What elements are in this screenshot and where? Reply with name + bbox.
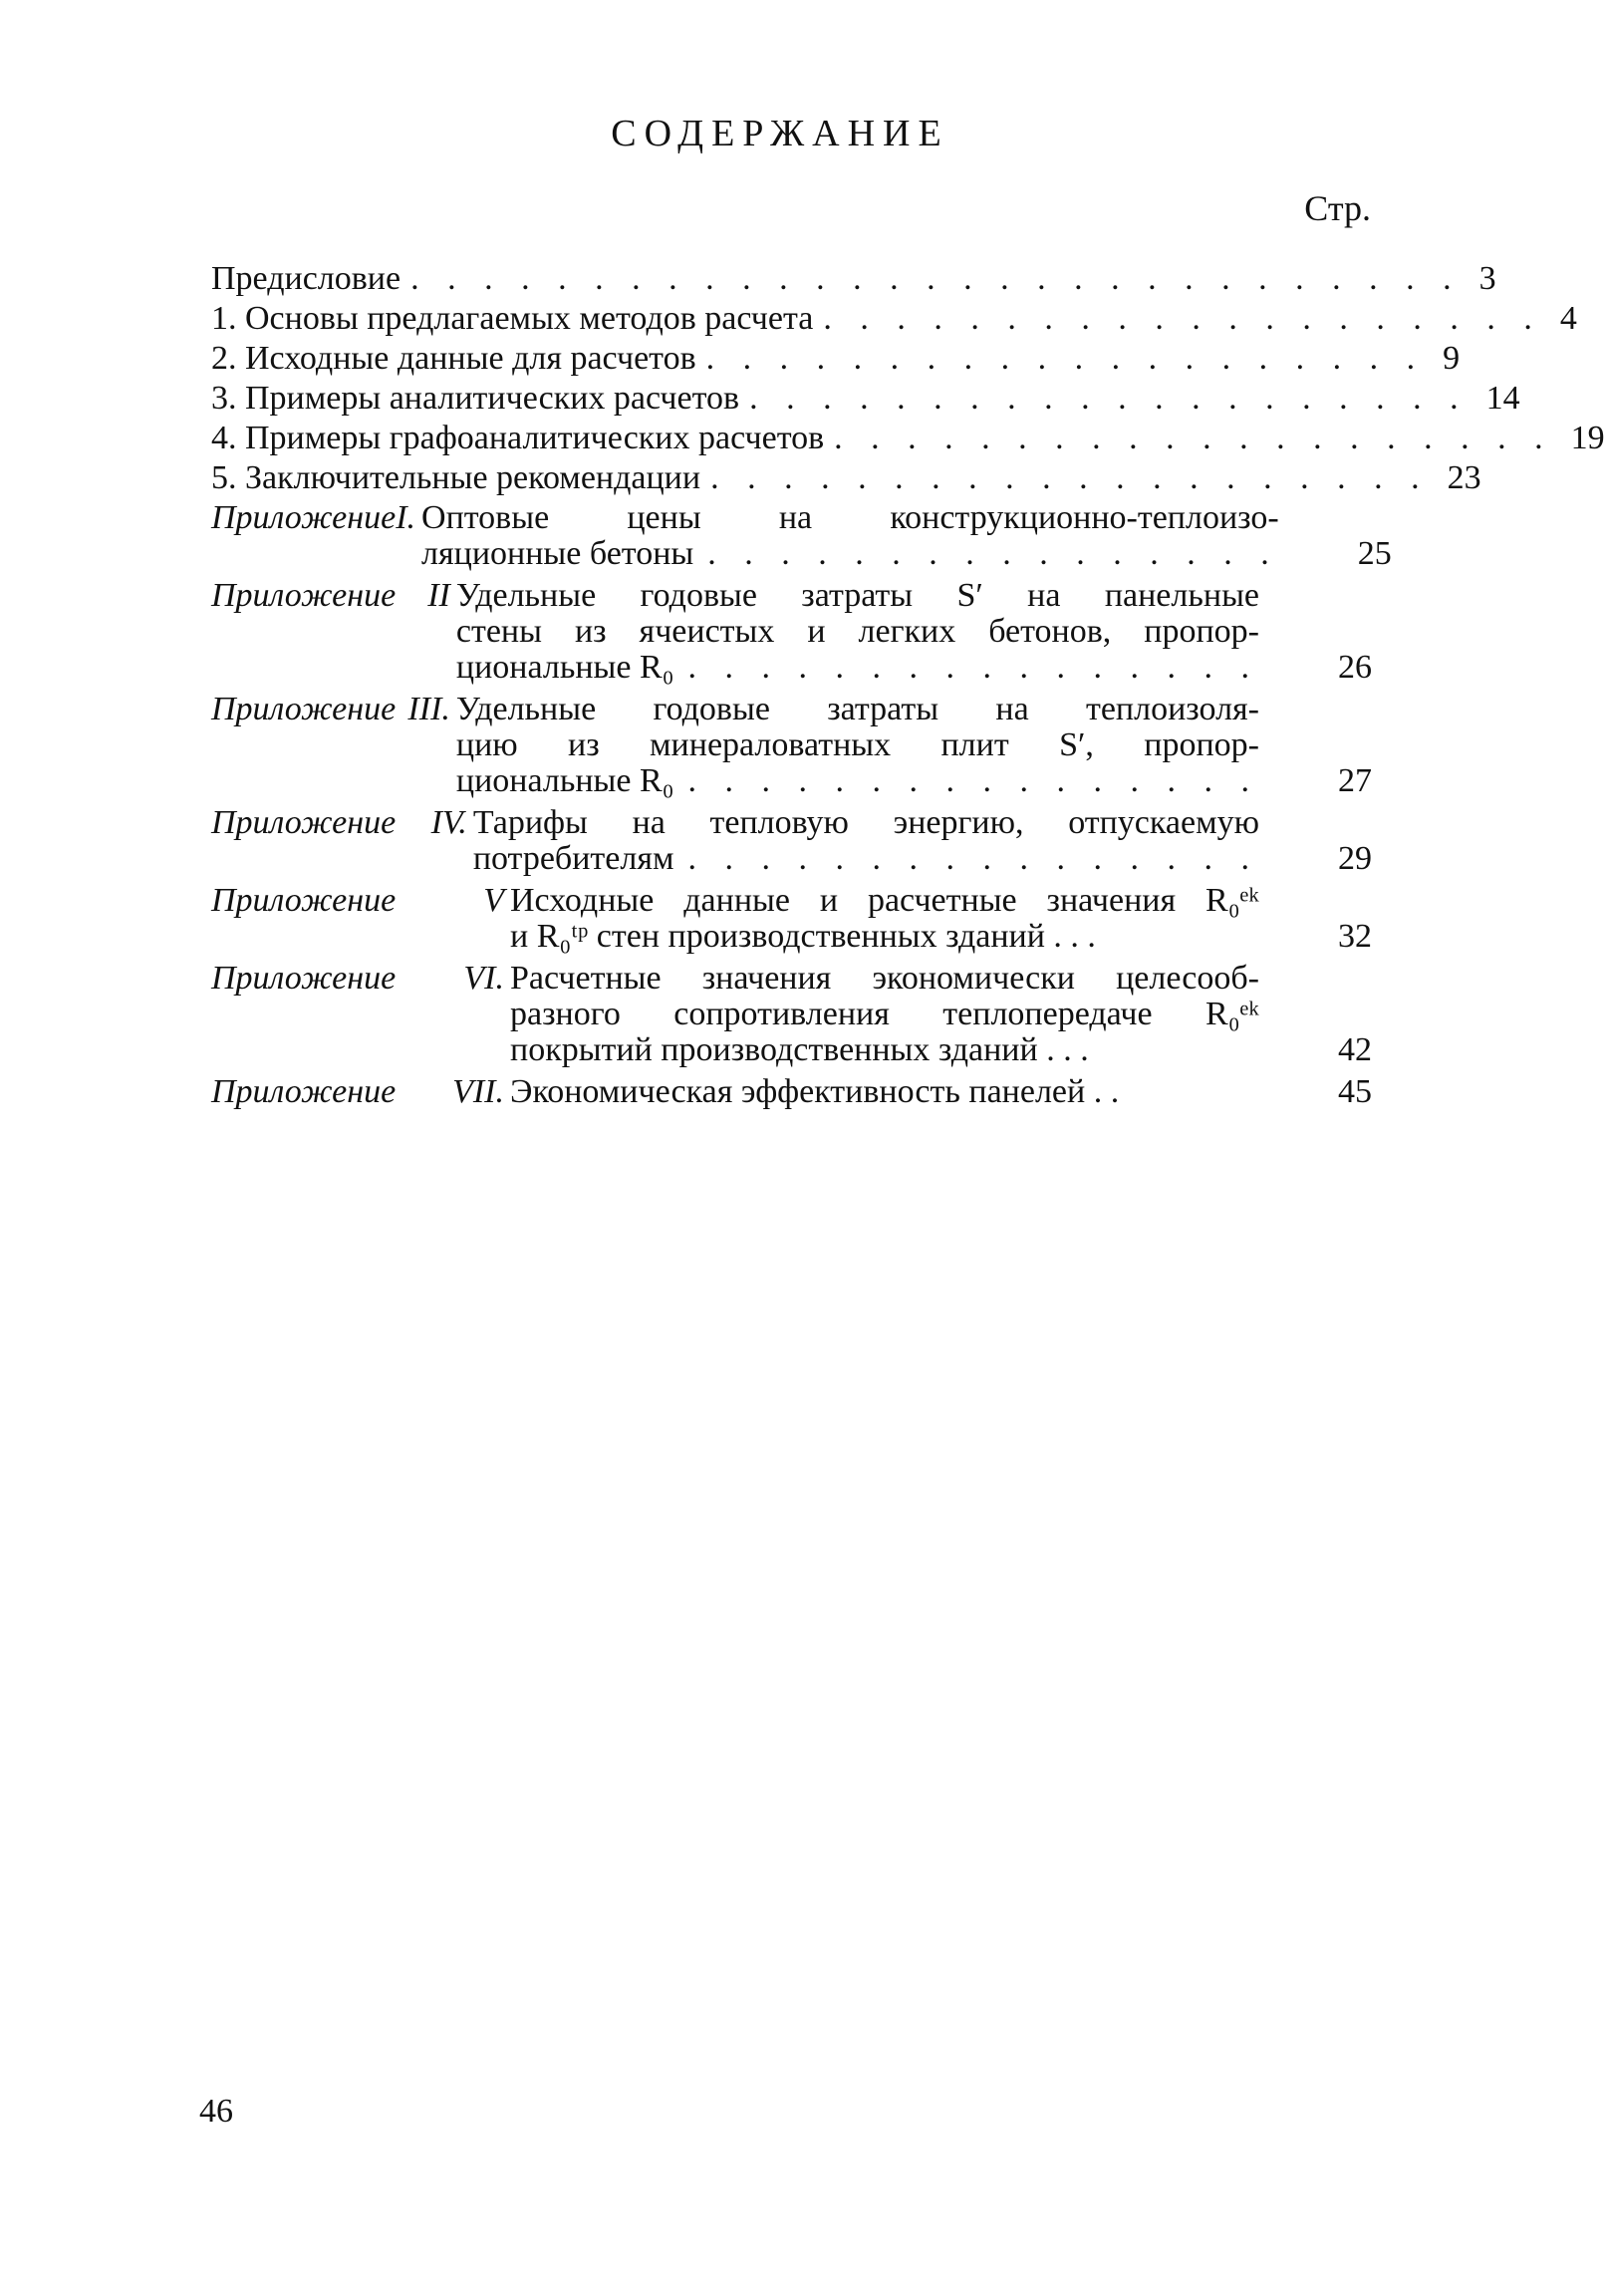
toc-entry-label: 1. Основы предлагаемых методов расчета	[211, 300, 814, 337]
toc-entry-appendix-2[interactable]: Приложение II Удельные годовые затраты S′ на панельные стены из ячеистых и легких бетонов, пропор- циональные R₀ . . . . . . . . . . . . . . . . 26	[211, 577, 1372, 686]
appendix-title-line: цию из минераловатных плит S′, пропор-	[455, 726, 1259, 763]
appendix-heading: Приложение IV.	[211, 804, 467, 841]
appendix-title-line: стены из ячеистых и легких бетонов, пропор-	[455, 613, 1259, 650]
toc-entry-page: 26	[1338, 649, 1372, 686]
toc-entry-label: 5. Заключительные рекомендации	[211, 459, 701, 496]
toc-entry-page: 19	[1570, 420, 1605, 456]
toc-entry-label: Предисловие	[211, 260, 401, 297]
toc-entry-page: 25	[1357, 535, 1392, 572]
appendix-title-last-line: и R₀ᵗᵖ стен производственных зданий . . .	[510, 918, 1096, 955]
toc-entry-chapter-5[interactable]: 5. Заключительные рекомендации . . . . . . . . . . . . . . . . . . . . 23	[211, 459, 1481, 496]
appendix-title-last-line: циональные R₀	[455, 762, 674, 799]
toc-entry-appendix-6[interactable]	[211, 961, 1372, 1068]
toc-entry-label: 4. Примеры графоаналитических расчетов	[211, 420, 825, 456]
appendix-title-line: Исходные данные и расчетные значения R₀ᵉᵏ	[510, 882, 1259, 919]
table-of-contents	[211, 260, 1605, 1116]
page-column-label: Стр.	[1304, 188, 1371, 228]
toc-entry-chapter-4[interactable]: 4. Примеры графоаналитических расчетов . . . . . . . . . . . . . . . . . . . . 19	[211, 420, 1605, 456]
appendix-heading: Приложение V	[211, 882, 504, 919]
appendix-title-last-line: Экономическая эффективность панелей . .	[510, 1073, 1120, 1110]
toc-entry-chapter-2[interactable]: 2. Исходные данные для расчетов . . . . . . . . . . . . . . . . . . . . 9	[211, 340, 1461, 377]
toc-entry-page: 3	[1478, 260, 1496, 297]
appendix-heading: Приложение I.	[211, 499, 416, 536]
appendix-title-line: Тарифы на тепловую энергию, отпускаемую	[472, 804, 1259, 841]
appendix-heading: Приложение VII.	[211, 1073, 504, 1110]
toc-entry-appendix-7[interactable]	[211, 1074, 1372, 1110]
appendix-title-line: Удельные годовые затраты S′ на панельные	[455, 577, 1259, 614]
appendix-title-last-line: покрытий производственных зданий . . .	[510, 1031, 1089, 1068]
toc-entry-page: 4	[1559, 300, 1577, 337]
toc-entry-appendix-1[interactable]: Приложение I. Оптовые цены на конструкционно-теплоизо- ляционные бетоны . . . . . . . . . . . . . . . . 25	[211, 499, 1392, 572]
toc-entry-appendix-5[interactable]	[211, 883, 1372, 955]
toc-entry-preface[interactable]: Предисловие . . . . . . . . . . . . . . . . . . . . . . . . . . . . . 3	[211, 260, 1496, 297]
toc-entry-chapter-3[interactable]: 3. Примеры аналитических расчетов . . . . . . . . . . . . . . . . . . . . 14	[211, 380, 1520, 417]
appendix-title-last-line: циональные R₀	[455, 649, 674, 686]
appendix-title-last-line: потребителям	[472, 840, 674, 877]
page-title: СОДЕРЖАНИЕ	[611, 113, 949, 154]
toc-entry-page: 14	[1485, 380, 1520, 417]
toc-entry-page: 23	[1447, 459, 1481, 496]
toc-entry-page: 27	[1338, 762, 1372, 799]
appendix-heading: Приложение III.	[211, 691, 450, 727]
toc-entry-page: 29	[1338, 840, 1372, 877]
appendix-title-line: Расчетные значения экономически целесооб-	[510, 960, 1259, 997]
toc-entry-page: 9	[1443, 340, 1461, 377]
toc-entry-label: 2. Исходные данные для расчетов	[211, 340, 696, 377]
appendix-title-last-line: ляционные бетоны	[421, 535, 694, 572]
toc-entry-chapter-1[interactable]: 1. Основы предлагаемых методов расчета . . . . . . . . . . . . . . . . . . . . 4	[211, 300, 1577, 337]
toc-entry-page: 42	[1338, 1031, 1372, 1068]
appendix-heading: Приложение VI.	[211, 960, 504, 997]
toc-entry-page: 32	[1338, 918, 1372, 955]
toc-entry-appendix-4[interactable]: Приложение IV. Тарифы на тепловую энергию, отпускаемую потребителям . . . . . . . . . . . . . . . . 29	[211, 804, 1372, 877]
toc-entry-label: 3. Примеры аналитических расчетов	[211, 380, 740, 417]
page-number: 46	[199, 2093, 233, 2130]
toc-entry-appendix-3[interactable]: Приложение III. Удельные годовые затраты на теплоизоля- цию из минераловатных плит S′, пропор- циональные R₀ . . . . . . . . . . . . . . . . 27	[211, 691, 1372, 799]
appendix-title-line: разного сопротивления теплопередаче R₀ᵉᵏ	[510, 996, 1259, 1032]
toc-entry-page: 45	[1338, 1073, 1372, 1110]
appendix-title-line: Удельные годовые затраты на теплоизоля-	[455, 691, 1259, 727]
appendix-heading: Приложение II	[211, 577, 450, 614]
appendix-title-line: Оптовые цены на конструкционно-теплоизо-	[421, 499, 1279, 536]
